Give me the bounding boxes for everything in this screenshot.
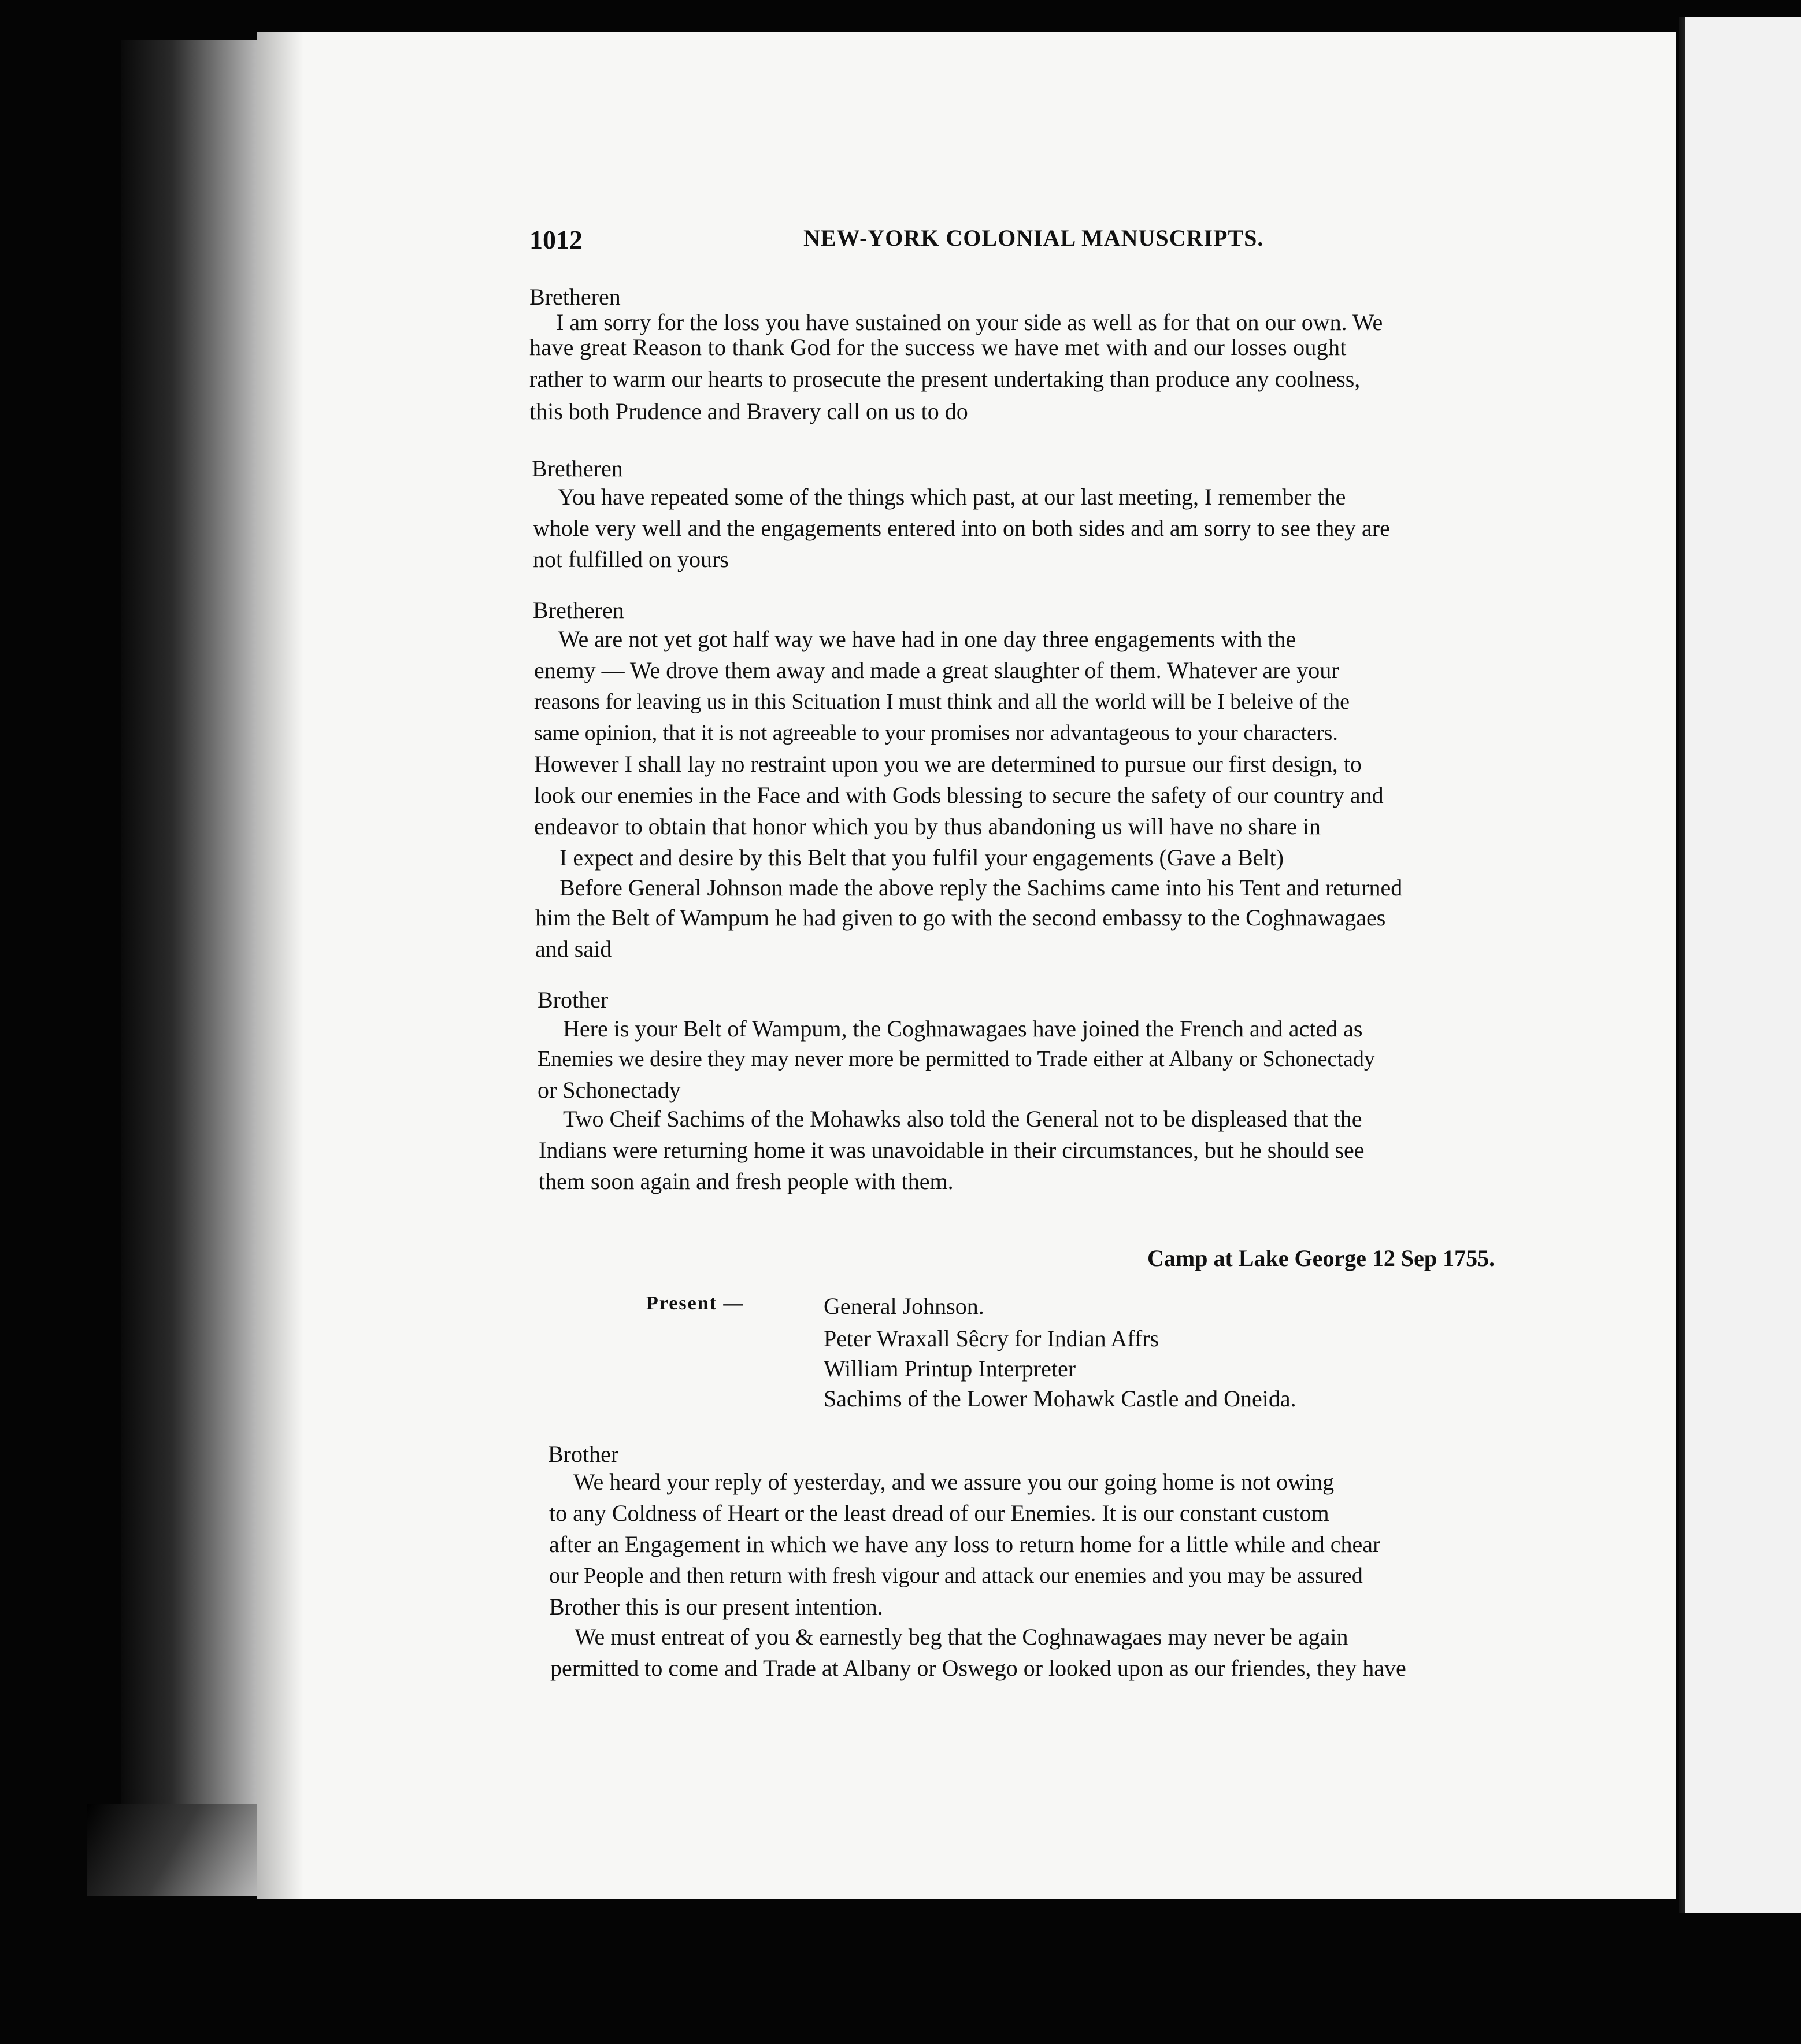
text-line: after an Engagement in which we have any loss to return home for a little while and chear [549,1531,1381,1557]
dateline: Camp at Lake George 12 Sep 1755. [1147,1245,1495,1271]
attendee: Sachims of the Lower Mohawk Castle and Oneida. [824,1386,1296,1412]
text-line: We heard your reply of yesterday, and we assure you our going home is not owing [573,1469,1335,1495]
text-line: look our enemies in the Face and with Gods blessing to secure the safety of our country and [534,782,1384,808]
salutation: Brother [548,1441,619,1467]
text-line: endeavor to obtain that honor which you by thus abandoning us will have no share in [534,813,1321,839]
page-number: 1012 [529,225,583,254]
text-line: reasons for leaving us in this Scituation I must think and all the world will be I beleive of the [534,690,1350,714]
text-line: I expect and desire by this Belt that you fulfil your engagements (Gave a Belt) [559,845,1284,871]
text-line: not fulfilled on yours [533,546,729,572]
text-line: have great Reason to thank God for the success we have met with and our losses ought [529,334,1347,360]
text-line: this both Prudence and Bravery call on us to do [529,398,968,424]
text-line: Here is your Belt of Wampum, the Coghnawagaes have joined the French and acted as [563,1016,1363,1042]
text-line: enemy — We drove them away and made a great slaughter of them. Whatever are your [534,657,1339,683]
attendee: Peter Wraxall Sêcry for Indian Affrs [824,1325,1159,1351]
text-line: rather to warm our hearts to prosecute the present undertaking than produce any coolness, [529,366,1361,392]
facing-page [1685,17,1801,1913]
salutation: Bretheren [532,456,623,482]
text-line: I am sorry for the loss you have sustained on your side as well as for that on our own. We [556,309,1383,335]
attendee: William Printup Interpreter [824,1356,1076,1382]
text-line: Indians were returning home it was unavoidable in their circumstances, but he should see [539,1137,1365,1163]
book-edge-fold [87,1804,260,1896]
attendee: General Johnson. [824,1293,984,1319]
text-line: Brother this is our present intention. [549,1594,883,1620]
salutation: Bretheren [529,284,621,310]
present-label: Present — [646,1293,744,1314]
text-line: whole very well and the engagements entered into on both sides and am sorry to see they are [533,515,1390,541]
page-shadow [257,32,303,1899]
text-line: permitted to come and Trade at Albany or Oswego or looked upon as our friendes, they have [550,1655,1406,1681]
text-line: and said [535,936,612,962]
text-line: We must entreat of you & earnestly beg that the Coghnawagaes may never be again [575,1624,1348,1650]
text-line: them soon again and fresh people with them. [539,1168,954,1194]
text-line: to any Coldness of Heart or the least dread of our Enemies. It is our constant custom [549,1500,1329,1526]
text-line: Two Cheif Sachims of the Mohawks also told the General not to be displeased that the [563,1106,1362,1132]
text-line: him the Belt of Wampum he had given to go with the second embassy to the Coghnawagaes [535,905,1386,931]
text-line: You have repeated some of the things which past, at our last meeting, I remember the [558,484,1346,510]
salutation: Bretheren [533,597,624,623]
salutation: Brother [538,987,609,1013]
book-edge [121,40,266,1856]
text-line: same opinion, that it is not agreeable to your promises nor advantageous to your characters. [534,721,1338,745]
text-line: We are not yet got half way we have had in one day three engagements with the [558,626,1296,652]
running-title: NEW-YORK COLONIAL MANUSCRIPTS. [803,225,1264,251]
text-line: or Schonectady [538,1077,681,1103]
text-line: our People and then return with fresh vigour and attack our enemies and you may be assured [549,1564,1363,1588]
text-line: However I shall lay no restraint upon you we are determined to pursue our first design, to [534,751,1362,777]
text-line: Before General Johnson made the above reply the Sachims came into his Tent and returned [559,875,1403,901]
text-line: Enemies we desire they may never more be permitted to Trade either at Albany or Schonectady [538,1047,1375,1071]
